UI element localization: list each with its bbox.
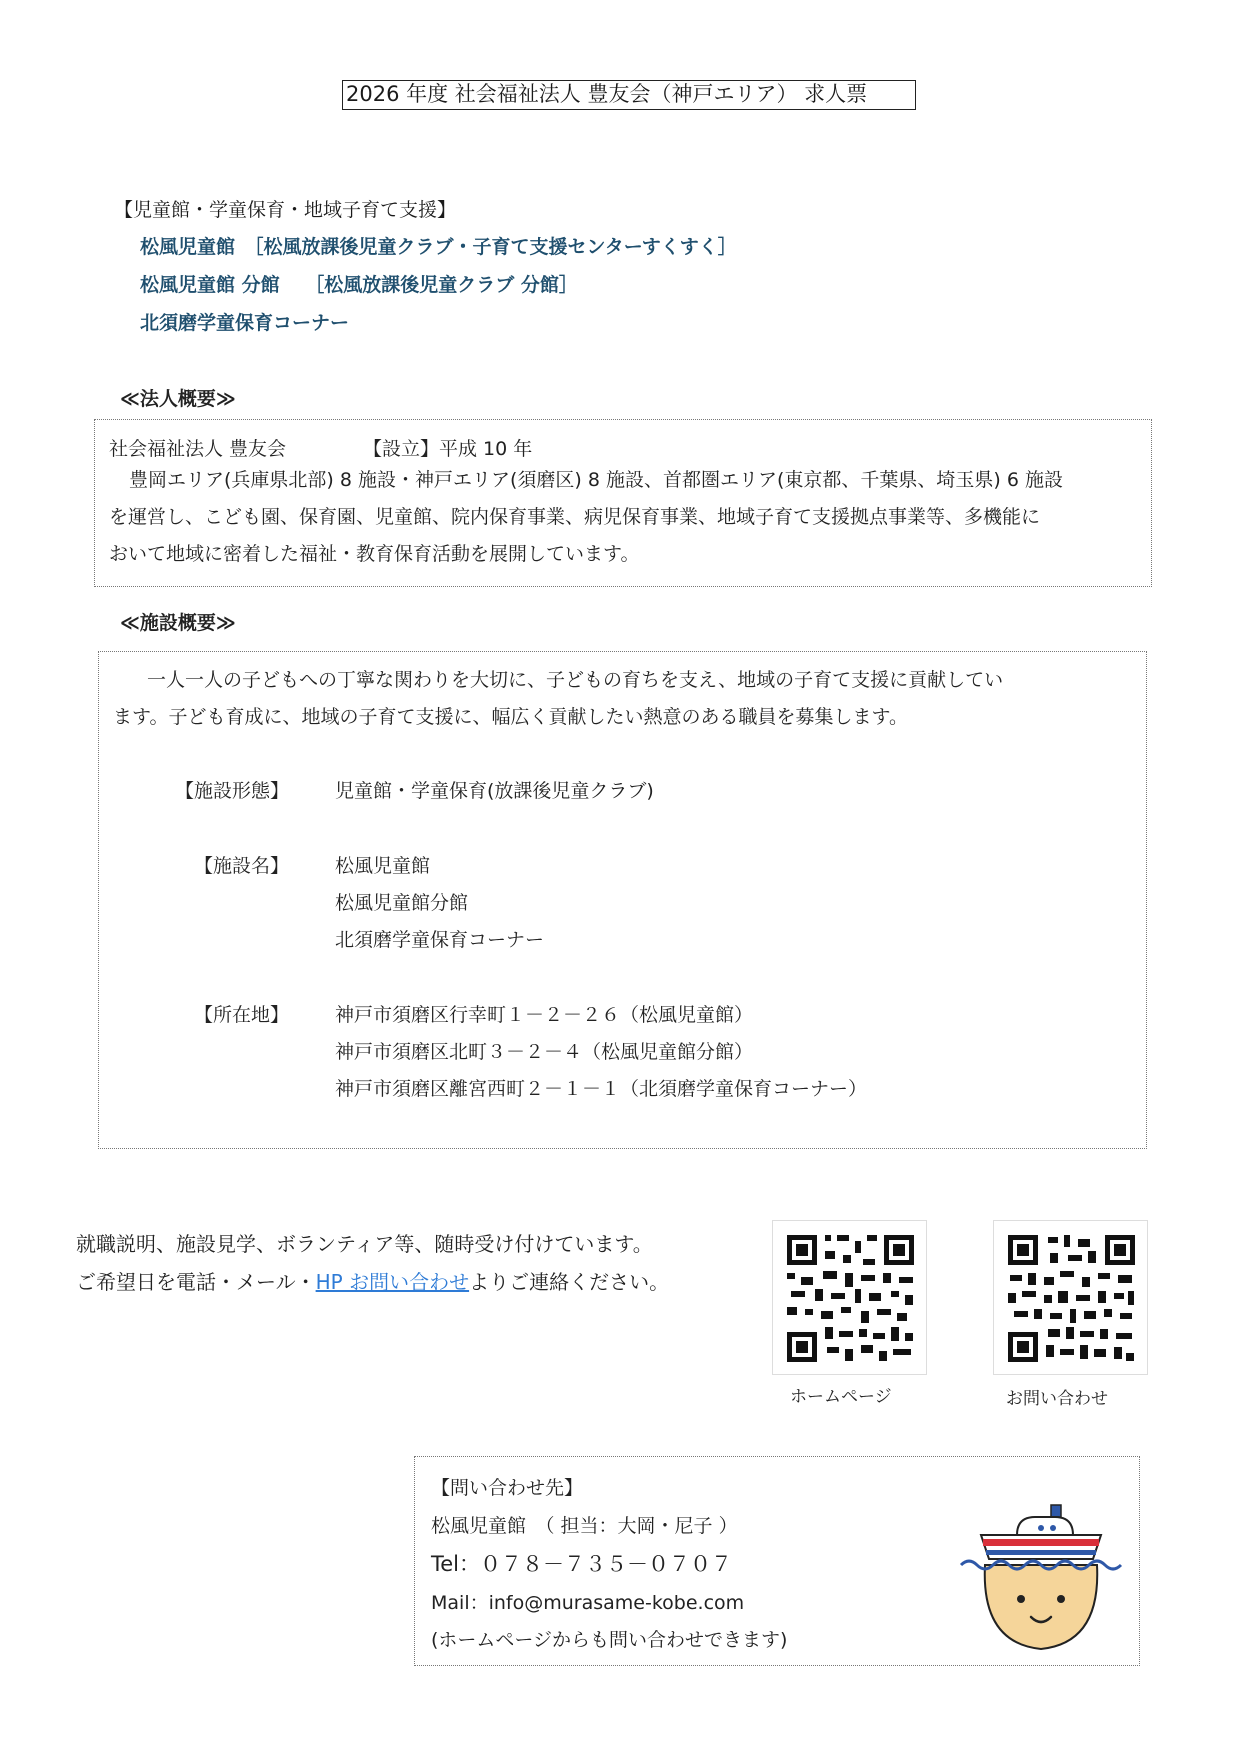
recruit-line-2-before: ご希望日を電話・メール・ (76, 1270, 316, 1294)
recruit-line-2-after: よりご連絡ください。 (469, 1270, 670, 1294)
mascot-porthole (1038, 1525, 1044, 1531)
corporate-line-2: を運営し、こども園、保育園、児童館、院内保育事業、病児保育事業、地域子育て支援拠点事業等、多機能に (109, 506, 1041, 528)
contact-heading: 【問い合わせ先】 (431, 1477, 584, 1499)
facility-heading-3: 北須磨学童保育コーナー (140, 312, 350, 334)
facility-intro-line-1: 一人一人の子どもへの丁寧な関わりを大切に、子どもの育ちを支え、地域の子育て支援に貢献してい (147, 669, 1004, 691)
mascot-eye (1017, 1595, 1025, 1603)
facility-name-label: 【施設名】 (193, 855, 289, 877)
qr-homepage-caption: ホームページ (790, 1387, 892, 1407)
corporate-established: 【設立】平成 10 年 (363, 438, 533, 460)
page-title: 2026 年度 社会福祉法人 豊友会（神戸エリア） 求人票 (342, 80, 916, 110)
qr-contact-code (994, 1221, 1149, 1376)
recruit-line-1: 就職説明、施設見学、ボランティア等、随時受け付けています。 (76, 1232, 653, 1256)
contact-box (414, 1456, 1140, 1666)
facility-intro-line-2: ます。子ども育成に、地域の子育て支援に、幅広く貢献したい熱意のある職員を募集します。 (113, 706, 908, 728)
facility-heading: ≪施設概要≫ (120, 612, 236, 634)
corporate-description (109, 462, 1139, 573)
mascot-hat (981, 1535, 1101, 1559)
contact-note: (ホームページからも問い合わせできます) (431, 1629, 788, 1651)
contact-tel[interactable]: Tel：０７８－７３５－０７０７ (431, 1552, 733, 1576)
facility-name-2: 松風児童館分館 (335, 892, 469, 914)
address-1: 神戸市須磨区行幸町１－２－２６（松風児童館） (335, 1004, 754, 1026)
category-label: 【児童館・学童保育・地域子育て支援】 (114, 199, 457, 221)
mascot-cabin (1017, 1517, 1073, 1535)
corporate-line-3: おいて地域に密着した福祉・教育保育活動を展開しています。 (109, 543, 640, 565)
facility-name-3: 北須磨学童保育コーナー (335, 929, 545, 951)
mascot-chimney (1051, 1505, 1061, 1517)
mascot-face (985, 1565, 1098, 1649)
mascot-porthole (1050, 1525, 1056, 1531)
corporate-line-1: 豊岡エリア(兵庫県北部) 8 施設・神戸エリア(須磨区) 8 施設、首都圏エリア(東京都、千葉県、埼玉県) 6 施設 (129, 469, 1063, 491)
mascot-illustration (955, 1503, 1127, 1659)
corporate-name: 社会福祉法人 豊友会 (109, 438, 287, 460)
qr-contact-caption: お問い合わせ (1006, 1389, 1108, 1409)
address-label: 【所在地】 (193, 1004, 289, 1026)
qr-homepage-code (773, 1221, 928, 1376)
address-2: 神戸市須磨区北町３－２－４（松風児童館分館） (335, 1041, 754, 1063)
mascot-eye (1057, 1595, 1065, 1603)
facility-name-1: 松風児童館 (335, 855, 431, 877)
facility-heading-2: 松風児童館 分館 ［松風放課後児童クラブ 分館］ (140, 274, 578, 296)
hp-contact-link[interactable]: HP お問い合わせ (315, 1270, 470, 1294)
facility-type-label: 【施設形態】 (174, 780, 289, 802)
facility-heading-1: 松風児童館 ［松風放課後児童クラブ・子育て支援センターすくすく］ (140, 236, 737, 258)
mascot-stripe-blue (986, 1550, 1096, 1555)
corporate-heading: ≪法人概要≫ (120, 388, 236, 410)
facility-box (98, 651, 1147, 1149)
contact-mail[interactable]: Mail：info@murasame-kobe.com (431, 1592, 745, 1614)
contact-place: 松風児童館 （ 担当：大岡・尼子 ） (431, 1515, 738, 1537)
mascot-stripe (983, 1539, 1099, 1546)
address-3: 神戸市須磨区離宮西町２－１－１（北須磨学童保育コーナー） (335, 1078, 868, 1100)
recruit-line-2 (76, 1266, 669, 1295)
facility-intro (113, 662, 1133, 736)
qr-contact[interactable] (993, 1220, 1148, 1375)
qr-homepage[interactable] (772, 1220, 927, 1375)
corporate-box (94, 419, 1152, 587)
facility-type-value: 児童館・学童保育(放課後児童クラブ) (335, 780, 654, 802)
